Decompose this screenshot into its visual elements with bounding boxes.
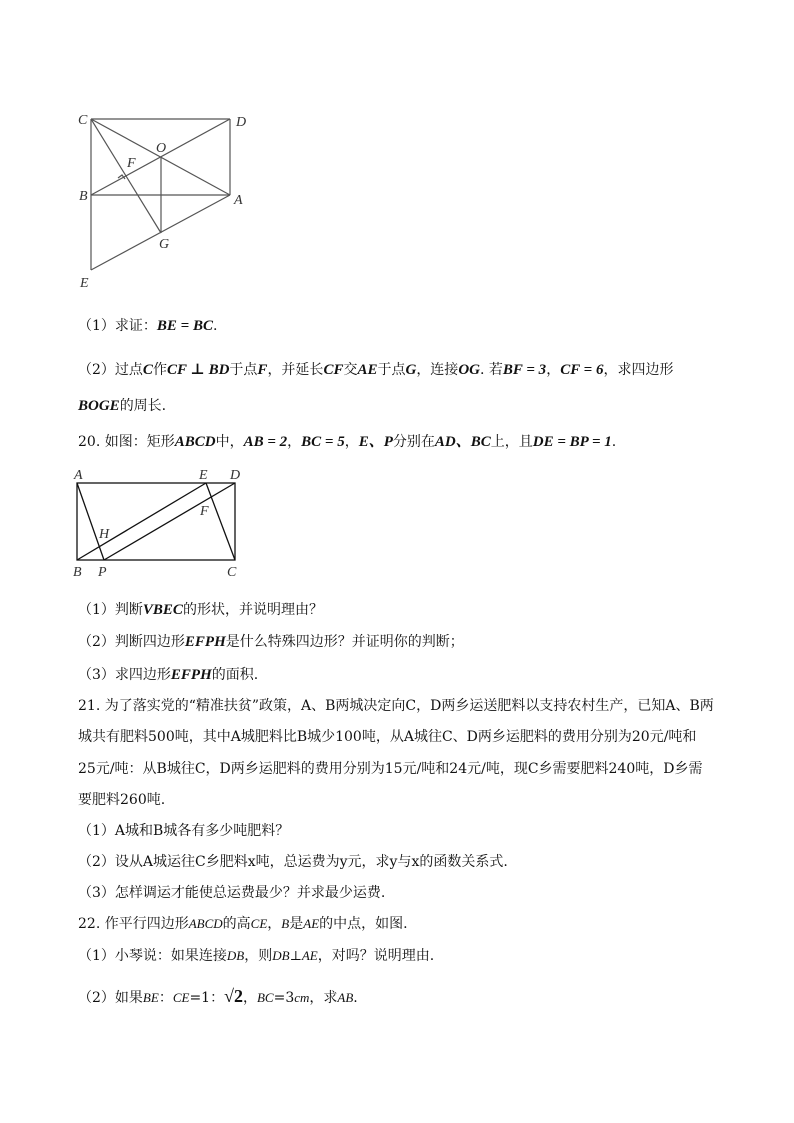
label-c: C [227,565,237,580]
m: AB [337,990,354,1005]
t: 的形状，并说明理由？ [182,602,323,618]
m: DB [226,948,245,963]
t: ，连接 [416,362,459,378]
label-f: F [127,156,136,171]
t: 的高 [222,916,251,932]
rect-abcd [77,483,235,560]
t: 的周长. [119,398,167,414]
sqrt-2: √2 [224,986,243,1006]
t: 22. 作平行四边形 [78,916,189,932]
t: 上，且 [490,434,533,450]
q21-line3: 25元/吨：从B城往C，D两乡运肥料的费用分别为15元/吨和24元/吨，现C乡需要肥料240吨，D乡需 [78,761,703,777]
t: （2）过点 [78,362,143,378]
t: ， [546,362,561,378]
q21-part3: （3）怎样调运才能使总运费最少？并求最少运费. [78,885,386,901]
t: ，求 [309,990,338,1006]
t: （1）判断 [78,602,143,618]
label-g: G [159,237,170,252]
m: AD、BC [434,434,491,450]
m: CF ⊥ BD [166,362,230,378]
m: OG [458,362,480,378]
label-b: B [73,565,82,580]
t: =3 [273,990,295,1006]
t: 是什么特殊四边形？并证明你的判断； [225,634,464,650]
t: 的中点，如图. [319,916,408,932]
label-e: E [199,468,208,483]
m: CE [172,990,190,1005]
label-c: C [78,113,88,128]
m: DB⊥AE [272,948,318,963]
m: DE = BP = 1 [532,434,612,450]
q22-stem [78,914,408,934]
segment-ec [206,483,235,560]
t: ： [158,990,173,1006]
t: （2）如果 [78,990,143,1006]
t: . [611,434,617,450]
q19-part1-prefix: （1）求证： [78,318,157,334]
t: 中， [215,434,244,450]
t: ，并延长 [267,362,324,378]
t: 20. 如图：矩形 [78,434,175,450]
t: 交 [343,362,358,378]
m: EFPH [184,634,226,650]
m: B [281,916,290,931]
segment-pd [104,483,235,560]
q22-part1 [78,946,434,966]
m: BF = 3 [502,362,547,378]
q21-line2: 城共有肥料500吨，其中A城肥料比B城少100吨，从A城往C、D两乡运肥料的费用分别为20元/吨和 [78,729,697,745]
t: 于点 [377,362,406,378]
q21-part1: （1）A城和B城各有多少吨肥料？ [78,823,290,839]
segment-be [77,483,206,560]
t: ， [242,990,257,1006]
m: BC [256,990,274,1005]
q21-part2: （2）设从A城运往C乡肥料x吨，总运费为y元，求y与x的函数关系式. [78,854,508,870]
label-p: P [98,565,107,580]
label-d: D [236,115,247,130]
m: E、P [358,434,393,450]
q19-part1-suffix: . [213,318,218,334]
t: ， [287,434,302,450]
t: 作 [152,362,167,378]
t: （2）判断四边形 [78,634,185,650]
m: C [142,362,153,378]
label-a: A [234,193,243,208]
t: ， [344,434,359,450]
m: BOGE [78,398,120,414]
label-o: O [156,141,167,156]
m: ABCD [188,916,223,931]
t: ，求四边形 [603,362,674,378]
label-d: D [230,468,241,483]
t: （3）求四边形 [78,667,171,683]
t: =1： [189,990,225,1006]
m: VBEC [142,602,183,618]
m: EFPH [170,667,212,683]
t: 是 [289,916,304,932]
m: G [405,362,417,378]
label-e: E [80,276,89,291]
m: cm [294,990,310,1005]
t: . [353,990,358,1006]
m: F [257,362,268,378]
label-h: H [99,527,110,542]
label-a: A [74,468,83,483]
m: AE [303,916,320,931]
t: ，对吗？说明理由. [317,948,435,964]
q22-part2 [78,986,358,1008]
q20-part2 [78,632,464,652]
segment-ae-diag [77,483,104,560]
m: AE [357,362,378,378]
t: 于点 [229,362,258,378]
t: ，则 [244,948,273,964]
m: CE [250,916,268,931]
m: BC = 5 [301,434,345,450]
q20-part3 [78,665,258,685]
t: 的面积. [211,667,259,683]
t: 分别在 [392,434,435,450]
label-b: B [79,189,88,204]
m: ABCD [174,434,216,450]
m: BE [142,990,159,1005]
t: （1）小琴说：如果连接 [78,948,227,964]
m: AB = 2 [243,434,288,450]
q21-line4: 要肥料260吨. [78,792,166,808]
m: CF = 6 [560,362,604,378]
q19-part1-math: BE = BC [156,318,213,334]
t: . 若 [479,362,503,378]
label-f: F [200,504,209,519]
m: CF [323,362,344,378]
t: ， [267,916,282,932]
q21-line1: 21. 为了落实党的“精准扶贫”政策，A、B两城决定向C，D两乡运送肥料以支持农村生产，已知A、B两 [78,698,714,714]
q20-part1 [78,600,323,620]
